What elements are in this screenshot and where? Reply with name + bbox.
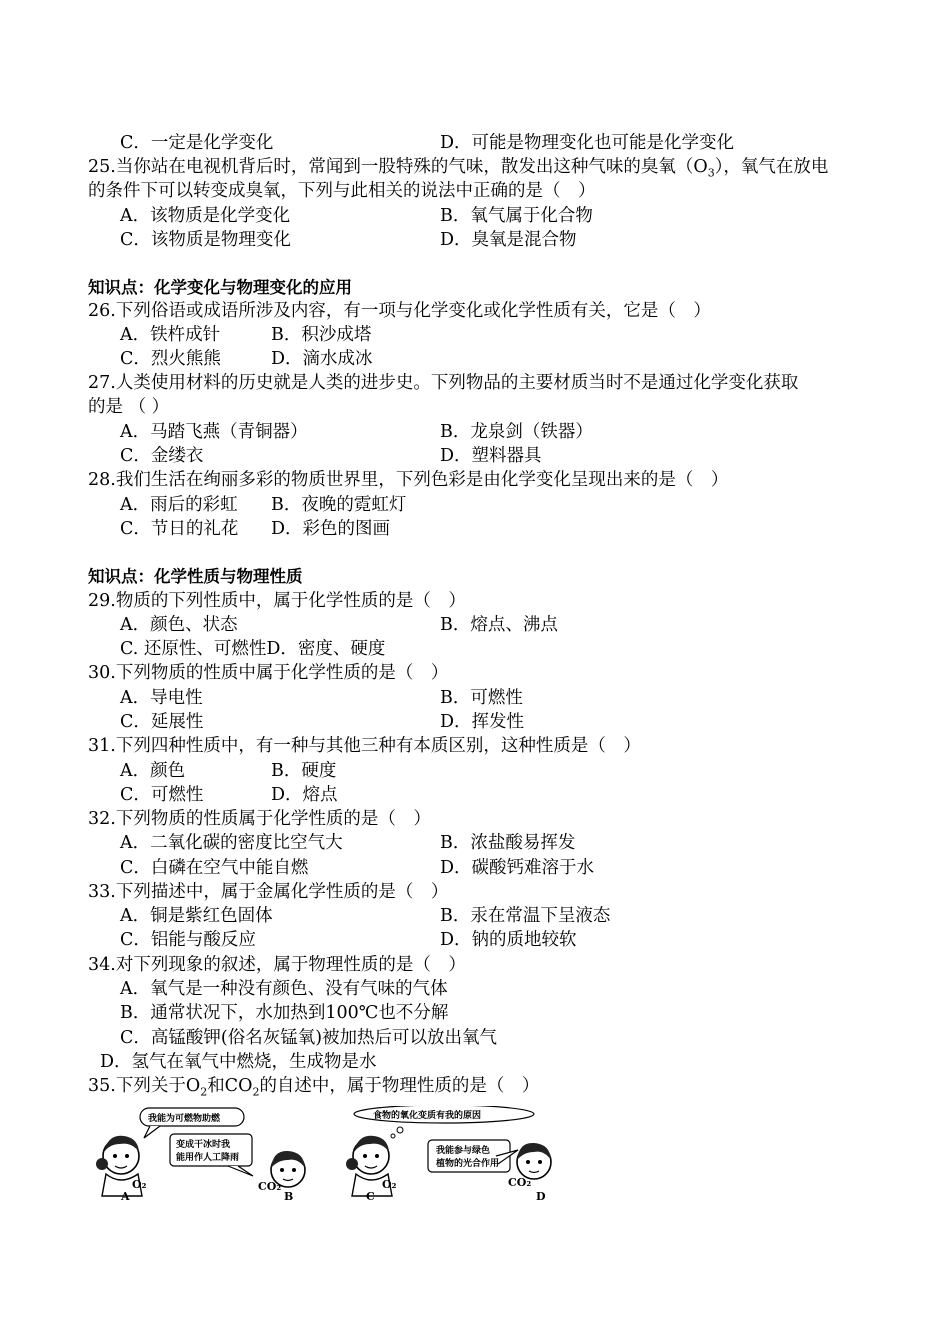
q30-stem: 30.下列物质的性质中属于化学性质的是（ ） [88, 663, 449, 683]
bubble-c-text: 食物的氧化变质有我的原因 [373, 1111, 482, 1121]
q32-option-d: D．碳酸钙难溶于水 [440, 858, 595, 878]
q26-option-c: C．烈火熊熊 [120, 349, 221, 369]
bubble-c-dot [397, 1127, 403, 1133]
q31-option-b: B．硬度 [271, 761, 337, 781]
bubble-a-tail [144, 1126, 160, 1138]
q29-option-cd: C. 还原性、可燃性D．密度、硬度 [120, 639, 386, 659]
q25-option-d: D．臭氧是混合物 [440, 230, 577, 250]
q28-option-c: C．节日的礼花 [120, 519, 239, 539]
q25-stem-line2: 的条件下可以转变成臭氧，下列与此相关的说法中正确的是（ ） [88, 181, 596, 201]
q34-option-d: D．氢气在氧气中燃烧，生成物是水 [100, 1052, 377, 1072]
q28-option-a: A．雨后的彩虹 [120, 495, 238, 515]
girl-a-eye [113, 1154, 117, 1158]
label-o2-c: O₂ [382, 1178, 397, 1191]
q35-illustration [88, 1106, 558, 1202]
q31-option-c: C．可燃性 [120, 785, 204, 805]
q25-option-c: C．该物质是物理变化 [120, 230, 291, 250]
q24-option-d: D．可能是物理变化也可能是化学变化 [440, 133, 735, 153]
q32-option-b: B．浓盐酸易挥发 [440, 833, 576, 853]
q27-option-c: C．金缕衣 [120, 446, 204, 466]
label-b: B [284, 1190, 294, 1202]
q28-option-b: B．夜晚的霓虹灯 [271, 495, 407, 515]
q33-option-a: A．铜是紫红色固体 [120, 906, 273, 926]
q25-option-a: A．该物质是化学变化 [120, 206, 291, 226]
q34-option-b: B．通常状况下，水加热到100℃也不分解 [120, 1003, 449, 1023]
q32-option-c: C．白磷在空气中能自燃 [120, 858, 309, 878]
q27-option-b: B．龙泉剑（铁器） [440, 422, 593, 442]
girl-c-bun [346, 1158, 358, 1170]
girl-a-bun [96, 1158, 108, 1170]
q25-stem-part-a: 25.当你站在电视机背后时，常闻到一股特殊的气味，散发出这种气味的臭氧（O [88, 157, 708, 177]
bubble-c-dot [391, 1134, 395, 1138]
q25-subscript: 3 [707, 166, 715, 180]
q35-stem-part-c: 的自述中，属于物理性质的是（ ） [259, 1076, 540, 1096]
q34-stem: 34.对下列现象的叙述，属于物理性质的是（ ） [88, 955, 466, 975]
boy-b-eye [280, 1168, 284, 1172]
q24-option-c: C．一定是化学变化 [120, 133, 274, 153]
q33-option-c: C．铝能与酸反应 [120, 930, 256, 950]
girl-c-eye [375, 1154, 379, 1158]
q34-option-c: C．高锰酸钾(俗名灰锰氧)被加热后可以放出氧气 [120, 1028, 498, 1048]
q32-option-a: A．二氧化碳的密度比空气大 [120, 833, 343, 853]
section-heading-2: 知识点：化学性质与物理性质 [88, 567, 303, 586]
q27-stem-line2: 的是 （ ） [88, 397, 170, 417]
q30-option-a: A．导电性 [120, 688, 203, 708]
section-heading-1: 知识点：化学变化与物理变化的应用 [88, 278, 352, 297]
q35-stem-part-a: 35.下列关于O [88, 1076, 201, 1096]
q33-option-d: D．钠的质地较软 [440, 930, 577, 950]
q27-option-a: A．马踏飞燕（青铜器） [120, 422, 308, 442]
bubble-d-text-2: 植物的光合作用 [436, 1159, 500, 1169]
bubble-a-text: 我能为可燃物助燃 [148, 1114, 221, 1124]
q30-option-c: C．延展性 [120, 712, 204, 732]
q29-option-a: A．颜色、状态 [120, 615, 238, 635]
girl-c-eye [363, 1154, 367, 1158]
label-o2-a: O₂ [132, 1178, 147, 1191]
label-d: D [536, 1190, 546, 1202]
q35-stem-part-b: 和CO [207, 1076, 253, 1096]
bubble-d-text-1: 我能参与绿色 [436, 1146, 491, 1156]
q27-stem: 27.人类使用材料的历史就是人类的进步史。下列物品的主要材质当时不是通过化学变化获取 [88, 373, 799, 393]
q31-stem: 31.下列四种性质中，有一种与其他三种有本质区别，这种性质是（ ） [88, 736, 641, 756]
bubble-b-tail [228, 1166, 253, 1176]
q26-option-b: B．积沙成塔 [271, 325, 372, 345]
panel-ab [96, 1108, 305, 1202]
q25-option-b: B．氧气属于化合物 [440, 206, 593, 226]
q31-option-a: A．颜色 [120, 761, 186, 781]
q33-stem: 33.下列描述中，属于金属化学性质的是（ ） [88, 882, 449, 902]
bubble-b-text-1: 变成干冰时我 [176, 1140, 231, 1150]
q28-option-d: D．彩色的图画 [271, 519, 391, 539]
q26-option-a: A．铁杵成针 [120, 325, 221, 345]
boy-d-eye [526, 1160, 530, 1164]
q35-stem [88, 1074, 539, 1105]
q25-stem-part-b: ），氧气在放电 [714, 157, 829, 177]
q29-stem: 29.物质的下列性质中，属于化学性质的是（ ） [88, 591, 466, 611]
label-a: A [121, 1190, 130, 1202]
q26-option-d: D．滴水成冰 [271, 349, 373, 369]
q33-option-b: B．汞在常温下呈液态 [440, 906, 611, 926]
bubble-b-text-2: 能用作人工降雨 [176, 1153, 240, 1163]
q31-option-d: D．熔点 [271, 785, 338, 805]
boy-b-eye [292, 1168, 296, 1172]
panel-cd [346, 1106, 551, 1202]
boy-d-eye [538, 1160, 542, 1164]
q27-option-d: D．塑料器具 [440, 446, 542, 466]
label-c: C [366, 1190, 375, 1202]
girl-a-eye [125, 1154, 129, 1158]
q35-subscript-1: 2 [200, 1085, 208, 1099]
label-co2-d: CO₂ [508, 1176, 532, 1189]
label-co2-b: CO₂ [258, 1180, 282, 1193]
q26-stem: 26.下列俗语或成语所涉及内容，有一项与化学变化或化学性质有关，它是（ ） [88, 301, 711, 321]
q35-subscript-2: 2 [252, 1085, 260, 1099]
q32-stem: 32.下列物质的性质属于化学性质的是（ ） [88, 809, 431, 829]
q30-option-d: D．挥发性 [440, 712, 525, 732]
q29-option-b: B．熔点、沸点 [440, 615, 558, 635]
q28-stem: 28.我们生活在绚丽多彩的物质世界里，下列色彩是由化学变化呈现出来的是（ ） [88, 470, 729, 490]
q34-option-a: A．氧气是一种没有颜色、没有气味的气体 [120, 979, 448, 999]
q30-option-b: B．可燃性 [440, 688, 523, 708]
